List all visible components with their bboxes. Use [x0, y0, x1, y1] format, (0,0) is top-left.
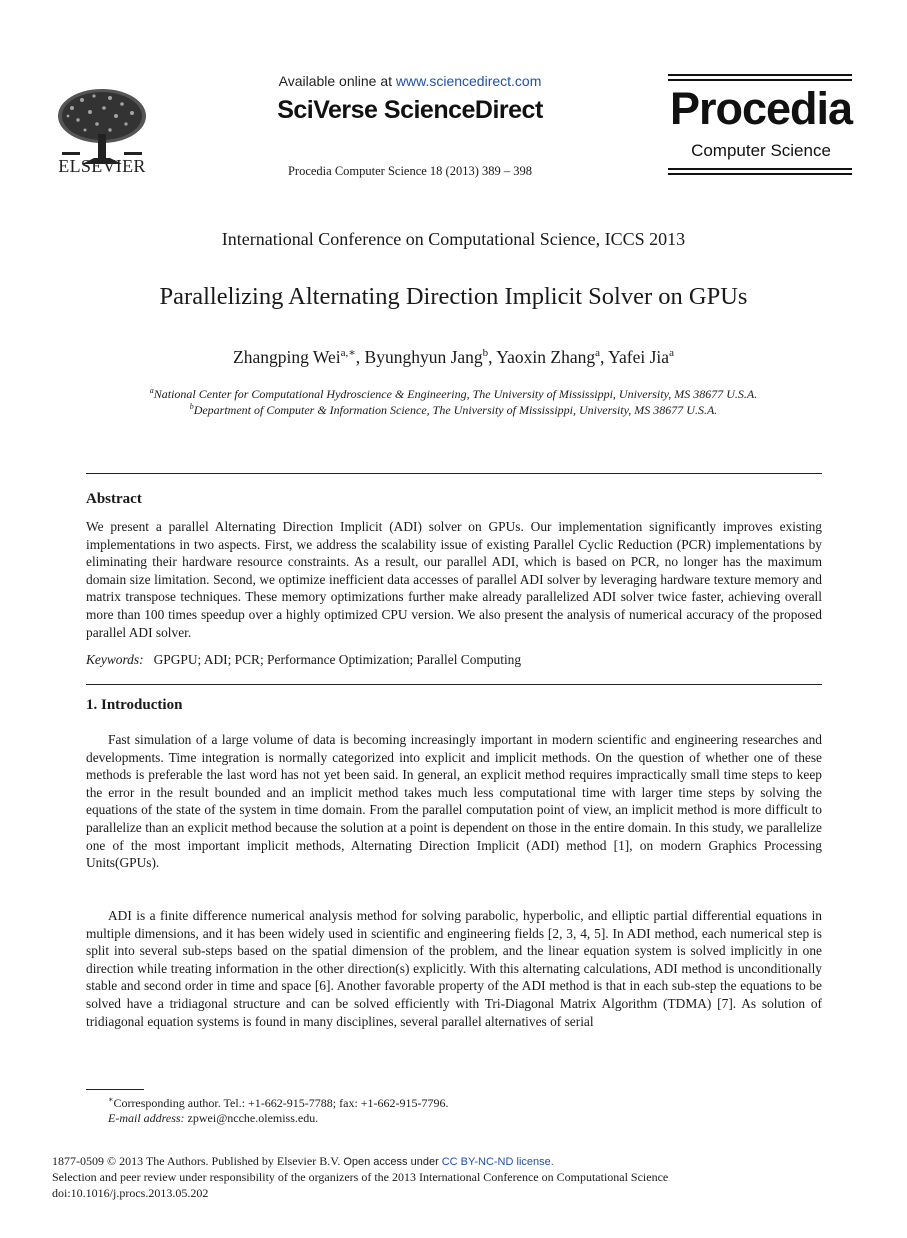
- doi-line[interactable]: doi:10.1016/j.procs.2013.05.202: [52, 1186, 209, 1200]
- footnote-email: [108, 1111, 318, 1126]
- keywords-list: GPGPU; ADI; PCR; Performance Optimization; Parallel Computing: [153, 652, 522, 667]
- affiliation-a: [0, 386, 907, 402]
- affiliation-b: [0, 402, 907, 418]
- corresponding-author-text: Corresponding author. Tel.: +1-662-915-7788; fax: +1-662-915-7796.: [113, 1096, 449, 1110]
- journal-reference: Procedia Computer Science 18 (2013) 389 – 398: [287, 164, 533, 178]
- author-affiliation-mark: a,∗: [340, 347, 356, 359]
- journal-logo: Procedia: [669, 83, 853, 134]
- author: Yafei Jia: [608, 346, 670, 367]
- available-prefix: Available online at: [278, 73, 396, 89]
- sciencedirect-link[interactable]: www.sciencedirect.com: [395, 73, 542, 89]
- author-affiliation-mark: a: [595, 347, 601, 359]
- abstract-bottom-rule: [86, 684, 822, 685]
- copyright-line: [52, 1154, 554, 1169]
- platform-logo: SciVerse ScienceDirect: [277, 96, 543, 124]
- paper-title: Parallelizing Alternating Direction Implicit Solver on GPUs: [159, 283, 748, 310]
- keywords-label: Keywords:: [86, 652, 144, 667]
- author-separator: ,: [488, 346, 497, 367]
- author-list: [0, 346, 907, 368]
- author-separator: ,: [600, 346, 609, 367]
- footnote-corresponding: [108, 1095, 449, 1111]
- intro-paragraph-2: ADI is a finite difference numerical analysis method for solving parabolic, hyperbolic, and elliptic partial differential equations in multiple dimensions, and it has been widely used in scientific and engineering fields [2, 3, 4, 5]. In ADI method, each numerical step is split into several sub-steps based on the spatial dimension of the problem, and the linear equation system is solved implicitly in one direction while treating information in the other direction(s) explicitly. With this alternating calculations, ADI method is unconditionally stable and second order in time and space [6]. Another favorable property of the ADI method is that in each sub-step the equations to be solved have a tridiagonal structure and can be solved efficiently with Tri-Diagonal Matrix Algorithm (TDMA) [7]. As solution of tridiagonal equation systems is found in many disciplines, several parallel alternatives of serial: [86, 908, 822, 1029]
- author-affiliation-mark: a: [669, 347, 674, 359]
- availability-line: [250, 73, 570, 89]
- email-label: E-mail address:: [108, 1111, 185, 1125]
- author: Yaoxin Zhang: [496, 346, 596, 367]
- journal-logo-top-rule-2: [668, 79, 852, 81]
- issn-copyright: 1877-0509 © 2013 The Authors. Published by Elsevier B.V.: [52, 1154, 341, 1168]
- keywords: [86, 652, 521, 668]
- peer-review-line: Selection and peer review under responsibility of the organizers of the 2013 International Conference on Computational Science: [52, 1170, 669, 1184]
- open-access-text: Open access under: [343, 1156, 439, 1168]
- conference-name: International Conference on Computational Science, ICCS 2013: [221, 229, 686, 249]
- publisher-name: ELSEVIER: [58, 156, 146, 176]
- affiliation-mark: a: [149, 386, 154, 395]
- journal-logo-top-rule: [668, 74, 852, 76]
- abstract-text: We present a parallel Alternating Direction Implicit (ADI) solver on GPUs. Our implementation significantly improves existing implementations in two aspects. First, we address the scalability issue of existing Parallel Cyclic Reduction (PCR) implementations by eliminating their hardware resource constraints. As a result, our parallel ADI, which is based on PCR, no longer has the maximum domain size limitation. Second, we optimize inefficient data accesses of parallel ADI solver by leveraging hardware texture memory and matrix transpose techniques. These memory optimizations further make already parallelized ADI solver twice faster, achieving overall more than 100 times speedup over a highly optimized CPU version. We also present the analysis of numerical accuracy of the proposed parallel ADI solver.: [86, 519, 822, 640]
- affiliation-text: Department of Computer & Information Science, The University of Mississippi, University, MS 38677 U.S.A.: [193, 403, 718, 417]
- journal-logo-subtitle: Computer Science: [691, 141, 831, 160]
- author: Byunghyun Jang: [364, 346, 483, 367]
- abstract-heading: Abstract: [86, 491, 142, 507]
- journal-logo-bottom-rule: [668, 168, 852, 170]
- affiliation-text: National Center for Computational Hydroscience & Engineering, The University of Mississippi, University, MS 38677 U.S.A.: [153, 387, 758, 401]
- affiliation-mark: b: [189, 402, 194, 411]
- author: Zhangping Wei: [233, 346, 341, 367]
- author-separator: ,: [355, 346, 365, 367]
- email-address[interactable]: zpwei@ncche.olemiss.edu.: [187, 1111, 319, 1125]
- journal-logo-bottom-rule-2: [668, 173, 852, 175]
- section-heading-introduction: 1. Introduction: [86, 697, 183, 713]
- footnote-rule: [86, 1089, 144, 1090]
- footnote-mark: ∗: [108, 1095, 114, 1104]
- intro-paragraph-1: Fast simulation of a large volume of data is becoming increasingly important in modern scientific and engineering researches and developments. Time integration is normally categorized into explicit and implicit methods. On the question of whether one of these methods is preferable the last word has not yet been said. In general, an explicit method requires impractically small time steps to keep the error in the result bounded and an implicit method takes much less computational time with larger time steps by solving the equations of the state of the system in time domain. From the parallel computation point of view, an implicit method is more difficult to parallelize than an explicit method because the solution at a point is dependent on those in the entire domain. In this study, we parallelize one of the most important implicit methods, Alternating Direction Implicit (ADI) method [1], on modern Graphics Processing Units(GPUs).: [86, 732, 822, 871]
- license-link[interactable]: CC BY-NC-ND license.: [441, 1156, 554, 1168]
- abstract-top-rule: [86, 473, 822, 474]
- author-affiliation-mark: b: [482, 347, 489, 359]
